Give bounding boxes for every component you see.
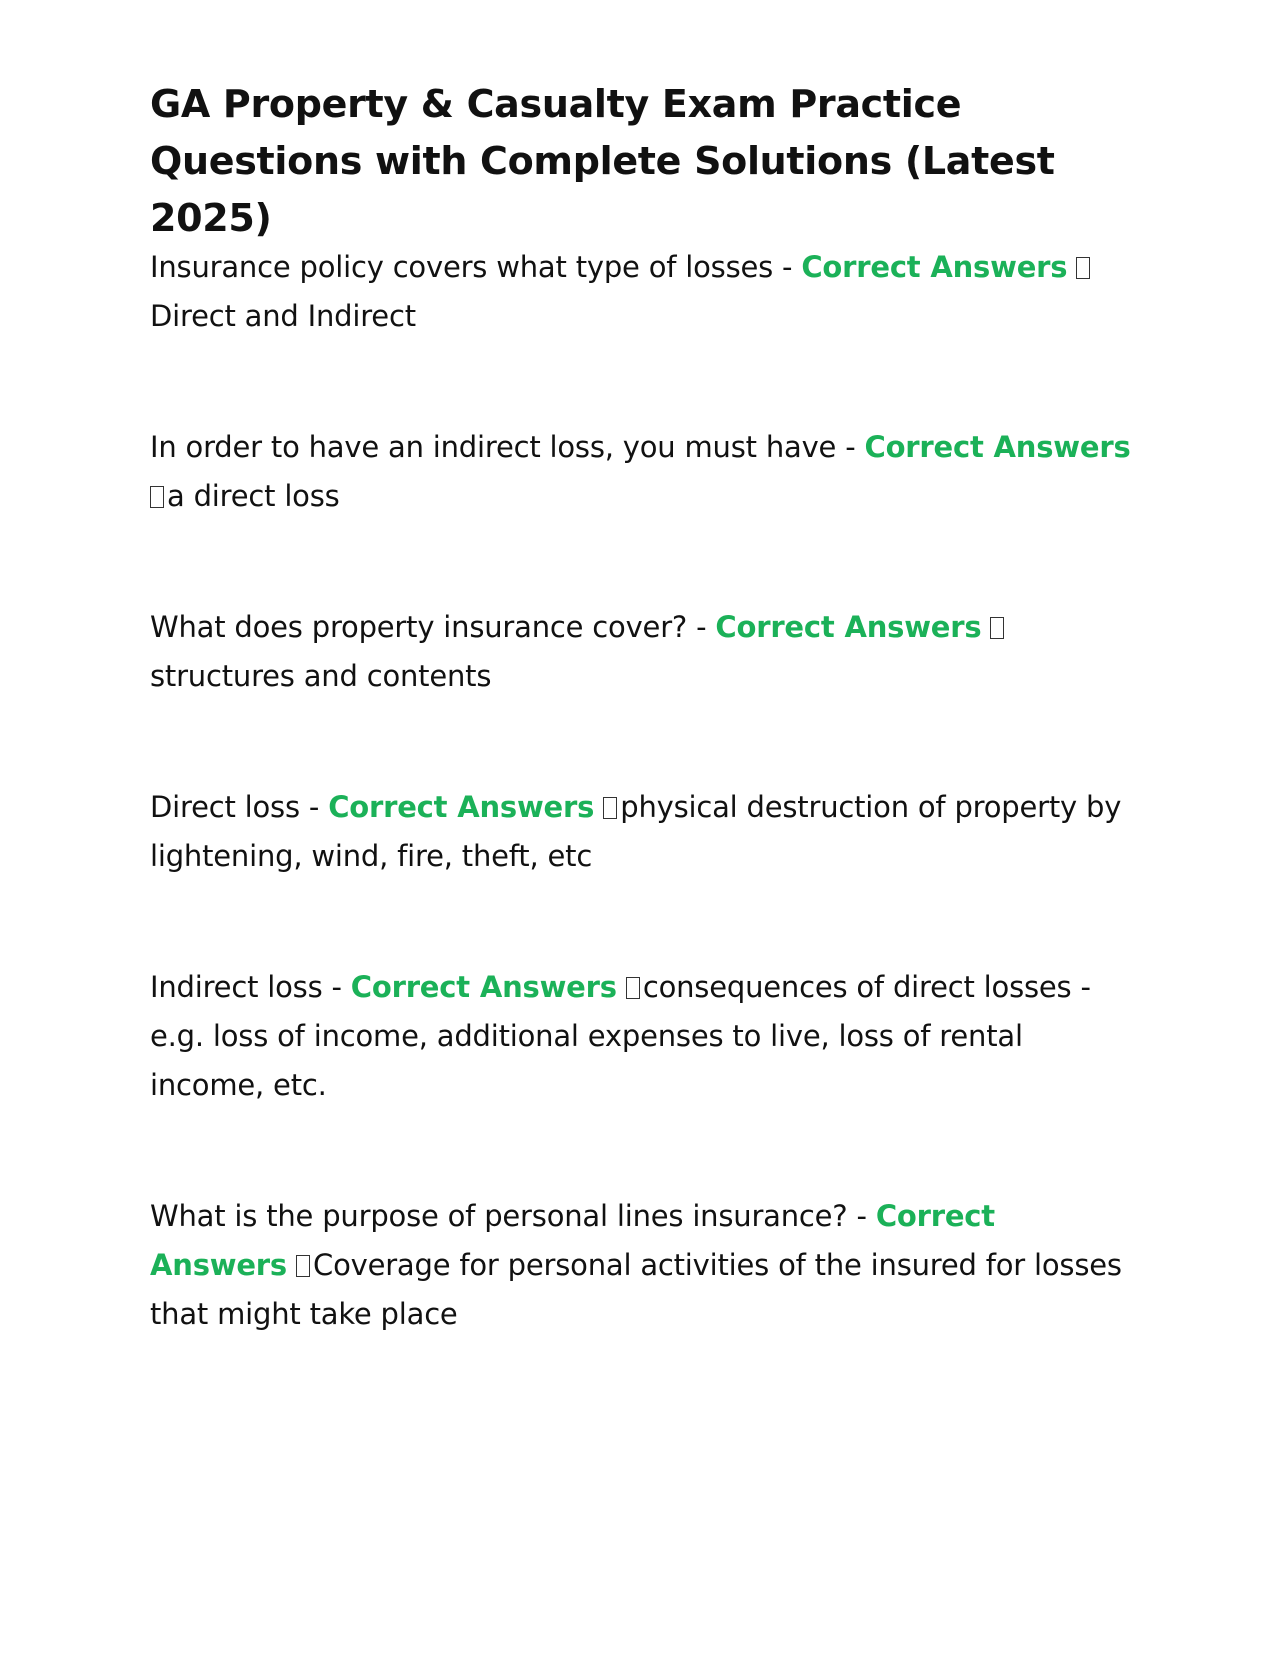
answer-text: physical destruction of property by lightening, wind, fire, theft, etc (150, 790, 1122, 873)
qa-item (150, 783, 1140, 881)
qa-item (150, 423, 1140, 521)
separator: - (847, 1199, 876, 1233)
missing-glyph-icon (150, 486, 164, 508)
qa-list (150, 243, 1140, 1339)
missing-glyph-icon (990, 617, 1004, 639)
answer-label: Correct Answers (350, 970, 617, 1004)
qa-item (150, 243, 1140, 341)
separator: - (322, 970, 351, 1004)
question-text: Direct loss (150, 790, 300, 824)
answer-text: Direct and Indirect (150, 299, 416, 333)
answer-text: Coverage for personal activities of the insured for losses that might take place (150, 1248, 1122, 1331)
document-page (150, 76, 1140, 1421)
question-text: What does property insurance cover? (150, 610, 688, 644)
missing-glyph-icon (626, 977, 640, 999)
answer-text: a direct loss (167, 479, 340, 513)
qa-item (150, 603, 1140, 701)
answer-label: Correct Answers (328, 790, 595, 824)
separator: - (836, 430, 865, 464)
answer-label: Correct Answers (715, 610, 982, 644)
separator: - (773, 250, 802, 284)
question-text: What is the purpose of personal lines insurance? (150, 1199, 848, 1233)
missing-glyph-icon (1076, 257, 1090, 279)
missing-glyph-icon (296, 1255, 310, 1277)
separator: - (687, 610, 716, 644)
answer-label: Correct Answers (864, 430, 1131, 464)
question-text: In order to have an indirect loss, you must have (150, 430, 837, 464)
qa-item (150, 963, 1140, 1110)
qa-item (150, 1192, 1140, 1339)
answer-text: consequences of direct losses - e.g. loss of income, additional expenses to live, loss of rental income, etc. (150, 970, 1091, 1102)
answer-text: structures and contents (150, 659, 492, 693)
separator: - (299, 790, 329, 824)
answer-label: Correct Answers (801, 250, 1068, 284)
answer-label: Correct Answers (150, 1199, 995, 1282)
question-text: Indirect loss (150, 970, 323, 1004)
question-text: Insurance policy covers what type of losses (150, 250, 774, 284)
missing-glyph-icon (603, 797, 617, 819)
page-title: GA Property & Casualty Exam Practice Questions with Complete Solutions (Latest 2025) (150, 82, 1055, 240)
